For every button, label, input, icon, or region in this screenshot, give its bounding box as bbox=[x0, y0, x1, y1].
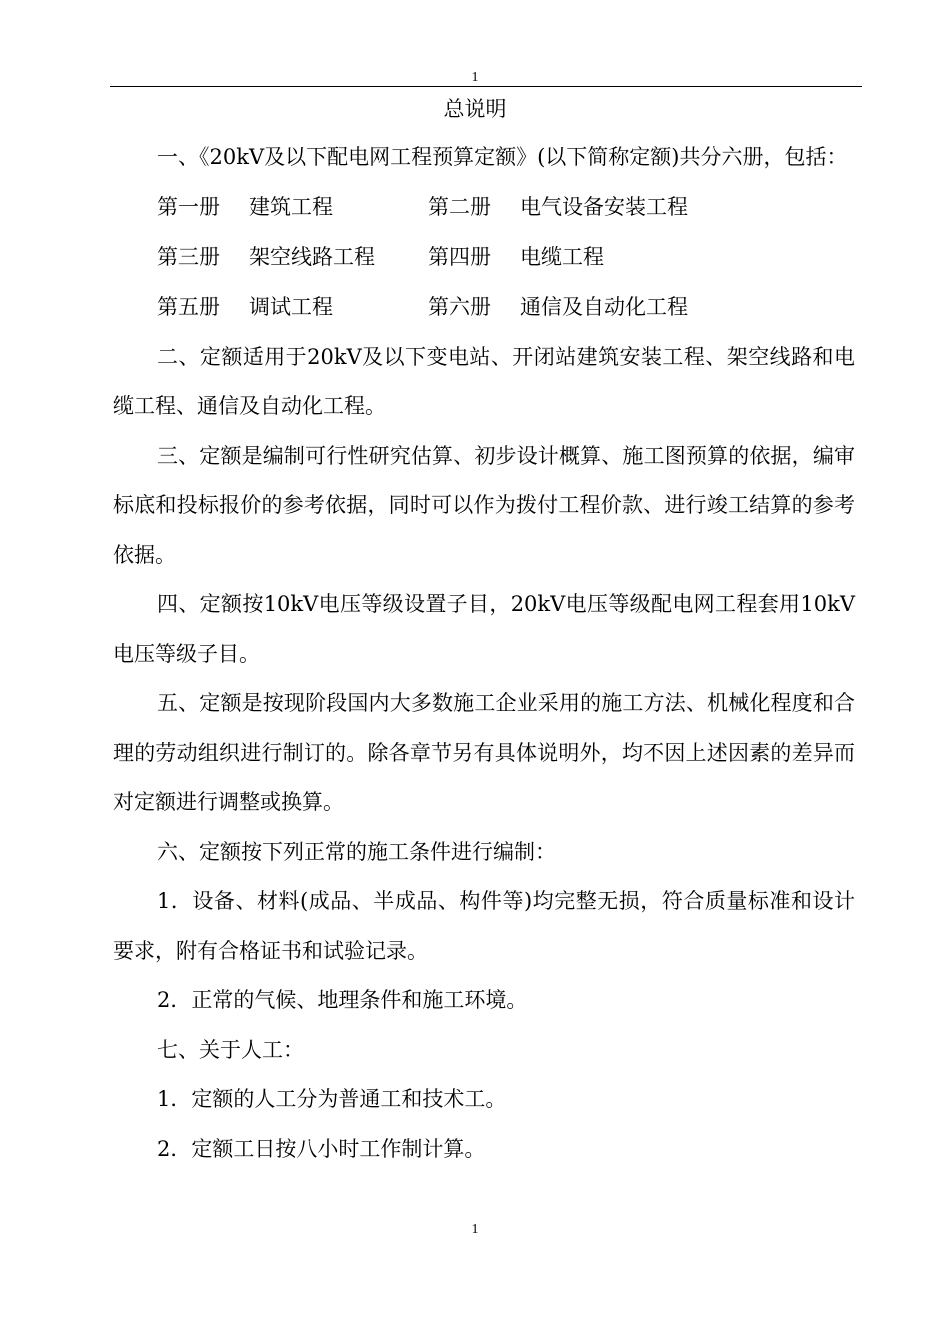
volume-5 bbox=[113, 283, 428, 333]
volume-3 bbox=[113, 233, 428, 283]
paragraph-6-item-1: 1．设备、材料(成品、半成品、构件等)均完整无损，符合质量标准和设计要求，附有合格证书和试验记录。 bbox=[113, 889, 855, 963]
header-page-number: 1 bbox=[471, 70, 479, 85]
paragraph-6: 六、定额按下列正常的施工条件进行编制： bbox=[157, 839, 556, 864]
volume-1 bbox=[113, 183, 428, 233]
volume-title: 架空线路工程 bbox=[249, 244, 375, 269]
volume-2 bbox=[428, 183, 688, 233]
paragraph-7: 七、关于人工： bbox=[157, 1037, 304, 1062]
volume-title: 通信及自动化工程 bbox=[520, 294, 688, 319]
paragraph-6-item-2: 2．正常的气候、地理条件和施工环境。 bbox=[157, 988, 528, 1012]
paragraph-7-item-2: 2．定额工日按八小时工作制计算。 bbox=[157, 1136, 486, 1161]
volume-row-3 bbox=[113, 283, 855, 333]
volume-number: 第二册 bbox=[428, 194, 491, 219]
paragraph-5: 五、定额是按现阶段国内大多数施工企业采用的施工方法、机械化程度和合理的劳动组织进行制订的。除各章节另有具体说明外，均不因上述因素的差异而对定额进行调整或换算。 bbox=[113, 691, 855, 814]
volume-4 bbox=[428, 233, 604, 283]
volume-row-2 bbox=[113, 233, 855, 283]
paragraph-4: 四、定额按10kV电压等级设置子目，20kV电压等级配电网工程套用10kV电压等级子目。 bbox=[113, 592, 855, 666]
volume-number: 第五册 bbox=[157, 294, 220, 319]
volume-title: 电缆工程 bbox=[520, 244, 604, 269]
volume-number: 第一册 bbox=[157, 194, 220, 219]
document-body bbox=[113, 133, 855, 1174]
volume-row-1 bbox=[113, 183, 855, 233]
paragraph-7-item-1: 1．定额的人工分为普通工和技术工。 bbox=[157, 1087, 507, 1111]
footer-page-number: 1 bbox=[471, 1222, 479, 1237]
header-rule bbox=[110, 86, 862, 87]
volume-6 bbox=[428, 283, 688, 333]
paragraph-1: 一、《20kV及以下配电网工程预算定额》(以下简称定额)共分六册，包括： bbox=[157, 145, 848, 169]
volume-number: 第三册 bbox=[157, 244, 220, 269]
volume-title: 调试工程 bbox=[249, 294, 333, 319]
paragraph-3: 三、定额是编制可行性研究估算、初步设计概算、施工图预算的依据，编审标底和投标报价的参考依据，同时可以作为拨付工程价款、进行竣工结算的参考依据。 bbox=[113, 443, 855, 567]
volume-number: 第六册 bbox=[428, 294, 491, 319]
page-title: 总说明 bbox=[443, 97, 507, 121]
volume-title: 电气设备安装工程 bbox=[520, 194, 688, 219]
volume-number: 第四册 bbox=[428, 244, 491, 269]
volume-title: 建筑工程 bbox=[249, 194, 333, 219]
paragraph-2: 二、定额适用于20kV及以下变电站、开闭站建筑安装工程、架空线路和电缆工程、通信及自动化工程。 bbox=[113, 344, 855, 418]
